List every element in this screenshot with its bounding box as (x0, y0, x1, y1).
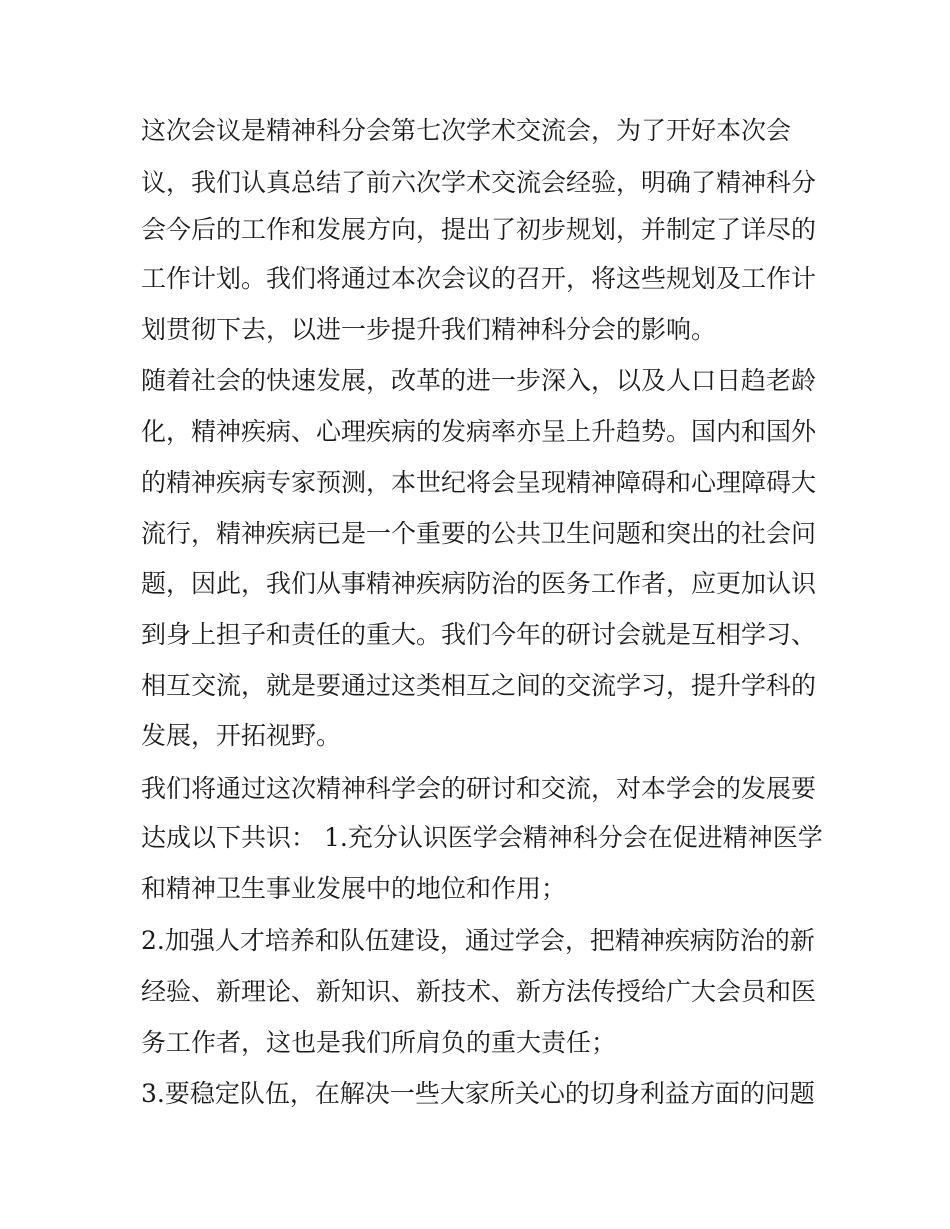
text-line: 到身上担子和责任的重大。我们今年的研讨会就是互相学习、 (141, 620, 817, 649)
text-line: 2.加强人才培养和队伍建设，通过学会，把精神疾病防治的新 (141, 926, 815, 955)
text-line: 达成以下共识： 1.充分认识医学会精神科分会在促进精神医学 (141, 823, 823, 852)
text-line: 工作计划。我们将通过本次会议的召开，将这些规划及工作计 (141, 264, 817, 293)
text-line: 相互交流，就是要通过这类相互之间的交流学习，提升学科的 (141, 671, 817, 700)
text-line: 的精神疾病专家预测，本世纪将会呈现精神障碍和心理障碍大 (141, 468, 817, 497)
text-line: 3.要稳定队伍，在解决一些大家所关心的切身利益方面的问题 (141, 1079, 815, 1108)
text-line: 这次会议是精神科分会第七次学术交流会，为了开好本次会 (141, 116, 792, 145)
text-line: 会今后的工作和发展方向，提出了初步规划，并制定了详尽的 (141, 215, 817, 244)
text-line: 题，因此，我们从事精神疾病防治的医务工作者，应更加认识 (141, 569, 817, 598)
text-line: 随着社会的快速发展，改革的进一步深入，以及人口日趋老龄 (141, 366, 817, 395)
text-line: 我们将通过这次精神科学会的研讨和交流，对本学会的发展要 (141, 774, 817, 803)
text-line: 务工作者，这也是我们所肩负的重大责任； (141, 1028, 617, 1057)
text-line: 议，我们认真总结了前六次学术交流会经验，明确了精神科分 (141, 168, 817, 197)
text-line: 流行，精神疾病已是一个重要的公共卫生问题和突出的社会问 (141, 519, 817, 548)
text-line: 经验、新理论、新知识、新技术、新方法传授给广大会员和医 (141, 977, 817, 1006)
text-line: 和精神卫生事业发展中的地位和作用； (141, 874, 567, 903)
text-line: 发展，开拓视野。 (141, 721, 342, 750)
text-line: 划贯彻下去，以进一步提升我们精神科分会的影响。 (141, 315, 717, 344)
text-line: 化，精神疾病、心理疾病的发病率亦呈上升趋势。国内和国外 (141, 417, 817, 446)
